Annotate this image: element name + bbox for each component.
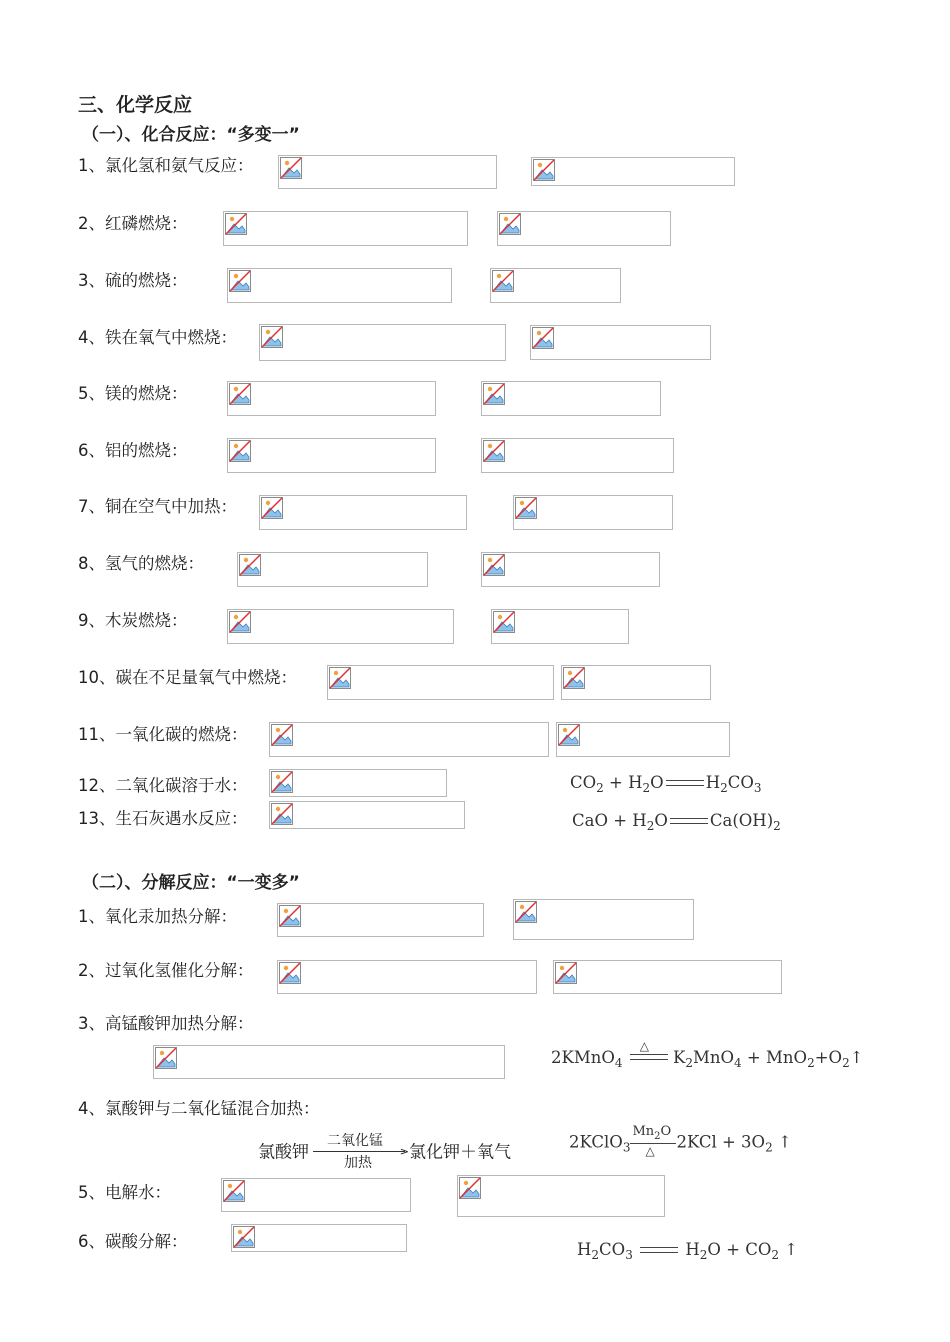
answer-image-box (531, 157, 735, 186)
equation-image-co2-water: $CO_2 + H_2O$ $H_2CO_3$ (570, 773, 762, 795)
answer-image-box (278, 155, 497, 189)
answer-image-box (259, 495, 467, 530)
answer-image-box (490, 268, 621, 303)
answer-image-box (553, 960, 782, 994)
combination-title: （一）、化合反应：“多变一” (82, 125, 300, 145)
answer-image-box (153, 1045, 505, 1079)
answer-image-box (227, 381, 436, 416)
combination-item: 12、二氧化碳溶于水： (78, 776, 248, 795)
combination-item: 1、氯化氢和氨气反应： (78, 156, 254, 175)
answer-image-box (269, 801, 465, 829)
decomposition-item: 5、电解水： (78, 1183, 171, 1202)
answer-image-box (269, 722, 549, 757)
combination-item: 7、铜在空气中加热： (78, 497, 237, 516)
combination-item: 6、铝的燃烧： (78, 441, 188, 460)
answer-image-box (513, 899, 694, 940)
answer-image-box (327, 665, 554, 700)
answer-image-box (491, 609, 629, 644)
answer-image-box (481, 438, 674, 473)
equation-image-cao-water: CaO + $H_2O$ $Ca(OH)_2$ (572, 811, 781, 833)
answer-image-box (530, 325, 711, 360)
decomposition-item: 2、过氧化氢催化分解： (78, 961, 254, 980)
answer-image-box (457, 1175, 665, 1217)
combination-item: 10、碳在不足量氧气中燃烧： (78, 668, 297, 687)
word-equation-condition-bottom: 加热 (344, 1155, 372, 1171)
combination-item: 3、硫的燃烧： (78, 271, 188, 290)
combination-item: 11、一氧化碳的燃烧： (78, 725, 248, 744)
answer-image-box (481, 381, 661, 416)
decomposition-title: （二）、分解反应：“一变多” (82, 873, 300, 893)
decomposition-item: 4、氯酸钾与二氧化锰混合加热： (78, 1099, 320, 1118)
equation-image-kmno4: 2KMnO$_4$ △ $K_2MnO_4$ + $MnO_2+O_2↑$ (551, 1038, 864, 1070)
word-equation-condition-top: 二氧化锰 (327, 1133, 383, 1149)
answer-image-box (556, 722, 730, 757)
answer-image-box (237, 552, 428, 587)
answer-image-box (481, 552, 660, 587)
answer-image-box (231, 1224, 407, 1252)
answer-image-box (221, 1178, 411, 1212)
answer-image-box (513, 495, 673, 530)
decomposition-item: 3、高锰酸钾加热分解： (78, 1014, 254, 1033)
answer-image-box (277, 903, 484, 937)
section-title: 三、化学反应 (78, 94, 193, 116)
answer-image-box (259, 324, 506, 361)
decomposition-item: 6、碳酸分解： (78, 1232, 188, 1251)
combination-item: 2、红磷燃烧： (78, 214, 188, 233)
decomposition-item: 1、氧化汞加热分解： (78, 907, 237, 926)
answer-image-box (227, 609, 454, 644)
combination-item: 4、铁在氧气中燃烧： (78, 328, 237, 347)
answer-image-box (227, 268, 452, 303)
answer-image-box (497, 211, 671, 246)
equation-image-h2co3: $H_2CO_3$ $H_2O + CO_2$ ↑ (577, 1240, 799, 1262)
word-equation-kclo3: 氯酸钾 二氧化锰 > 加热 氯化钾＋氧气 (258, 1130, 511, 1170)
answer-image-box (561, 665, 711, 700)
answer-image-box (277, 960, 537, 994)
combination-item: 13、生石灰遇水反应： (78, 809, 248, 828)
equation-image-kclo3: 2KClO$_3$ $Mn_2O$ △ $2KCl + 3O_2$ ↑ (569, 1124, 792, 1158)
combination-item: 5、镁的燃烧： (78, 384, 188, 403)
word-equation-products: 氯化钾＋氧气 (409, 1142, 511, 1163)
answer-image-box (223, 211, 468, 246)
answer-image-box (227, 438, 436, 473)
combination-item: 8、氢气的燃烧： (78, 554, 204, 573)
word-equation-reactant: 氯酸钾 (258, 1142, 309, 1163)
combination-item: 9、木炭燃烧： (78, 611, 188, 630)
answer-image-box (269, 769, 447, 797)
